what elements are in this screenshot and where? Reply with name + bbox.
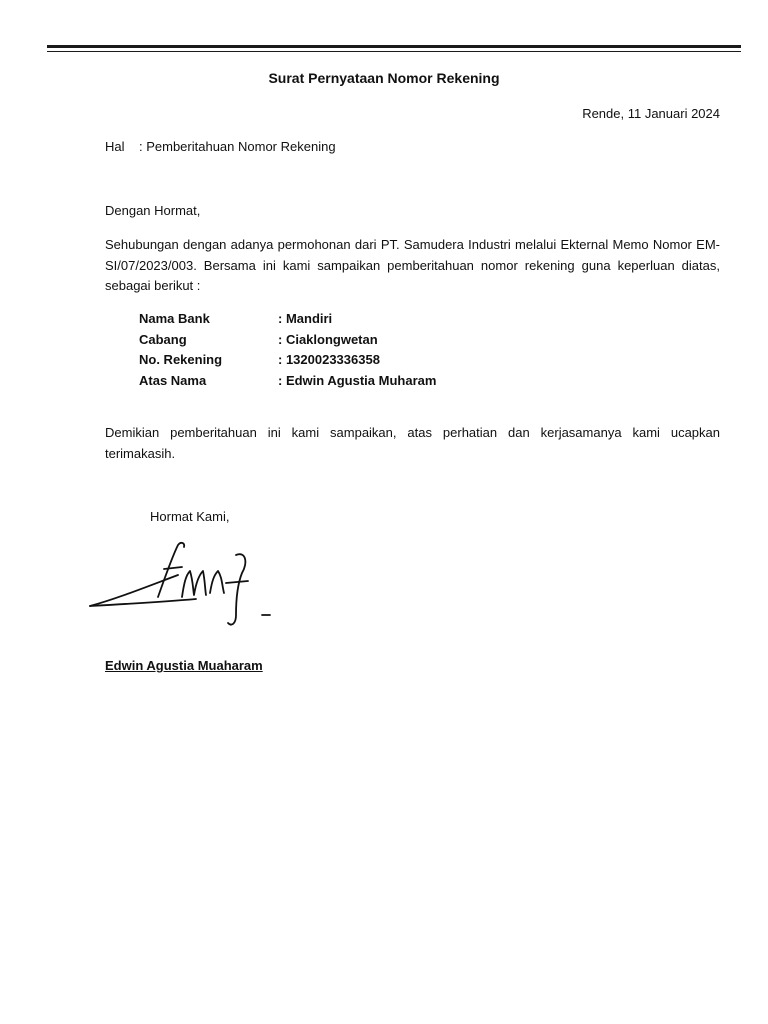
detail-label: Nama Bank <box>139 311 210 326</box>
detail-value: : Ciaklongwetan <box>278 331 378 347</box>
header-rule-thin <box>47 51 741 52</box>
subject-label: Hal <box>105 139 125 154</box>
letter-title: Surat Pernyataan Nomor Rekening <box>268 70 500 86</box>
detail-row-account-name <box>139 371 436 392</box>
body-paragraph-2: Demikian pemberitahuan ini kami sampaikan, atas perhatian dan kerjasamanya kami ucapkan terimakasih. <box>105 425 720 461</box>
account-details <box>139 309 436 391</box>
detail-row-bank <box>139 309 436 330</box>
closing-salutation: Hormat Kami, <box>150 509 230 524</box>
subject-line <box>105 139 336 154</box>
handwritten-signature <box>86 535 286 635</box>
detail-label: Atas Nama <box>139 372 207 388</box>
greeting: Dengan Hormat, <box>105 203 201 218</box>
detail-row-account-number <box>139 350 436 371</box>
detail-value: : 1320023336358 <box>278 352 380 367</box>
header-rule-thick <box>47 45 741 48</box>
detail-value: : Mandiri <box>278 311 333 326</box>
body-paragraph-1: Sehubungan dengan adanya permohonan dari PT. Samudera Industri melalui Ekternal Memo Nomor EM-SI/07/2023/003. Bersama ini kami sampaikan pemberitahuan nomor rekening guna keperluan diatas, sebagai berikut : <box>105 237 720 293</box>
detail-label: No. Rekening <box>139 352 223 367</box>
detail-row-branch <box>139 330 436 351</box>
signer-name: Edwin Agustia Muaharam <box>105 658 263 673</box>
letter-date: Rende, 11 Januari 2024 <box>582 106 720 121</box>
detail-label: Cabang <box>139 331 187 347</box>
subject-text: : Pemberitahuan Nomor Rekening <box>139 139 336 154</box>
detail-value: : Edwin Agustia Muharam <box>278 372 437 388</box>
